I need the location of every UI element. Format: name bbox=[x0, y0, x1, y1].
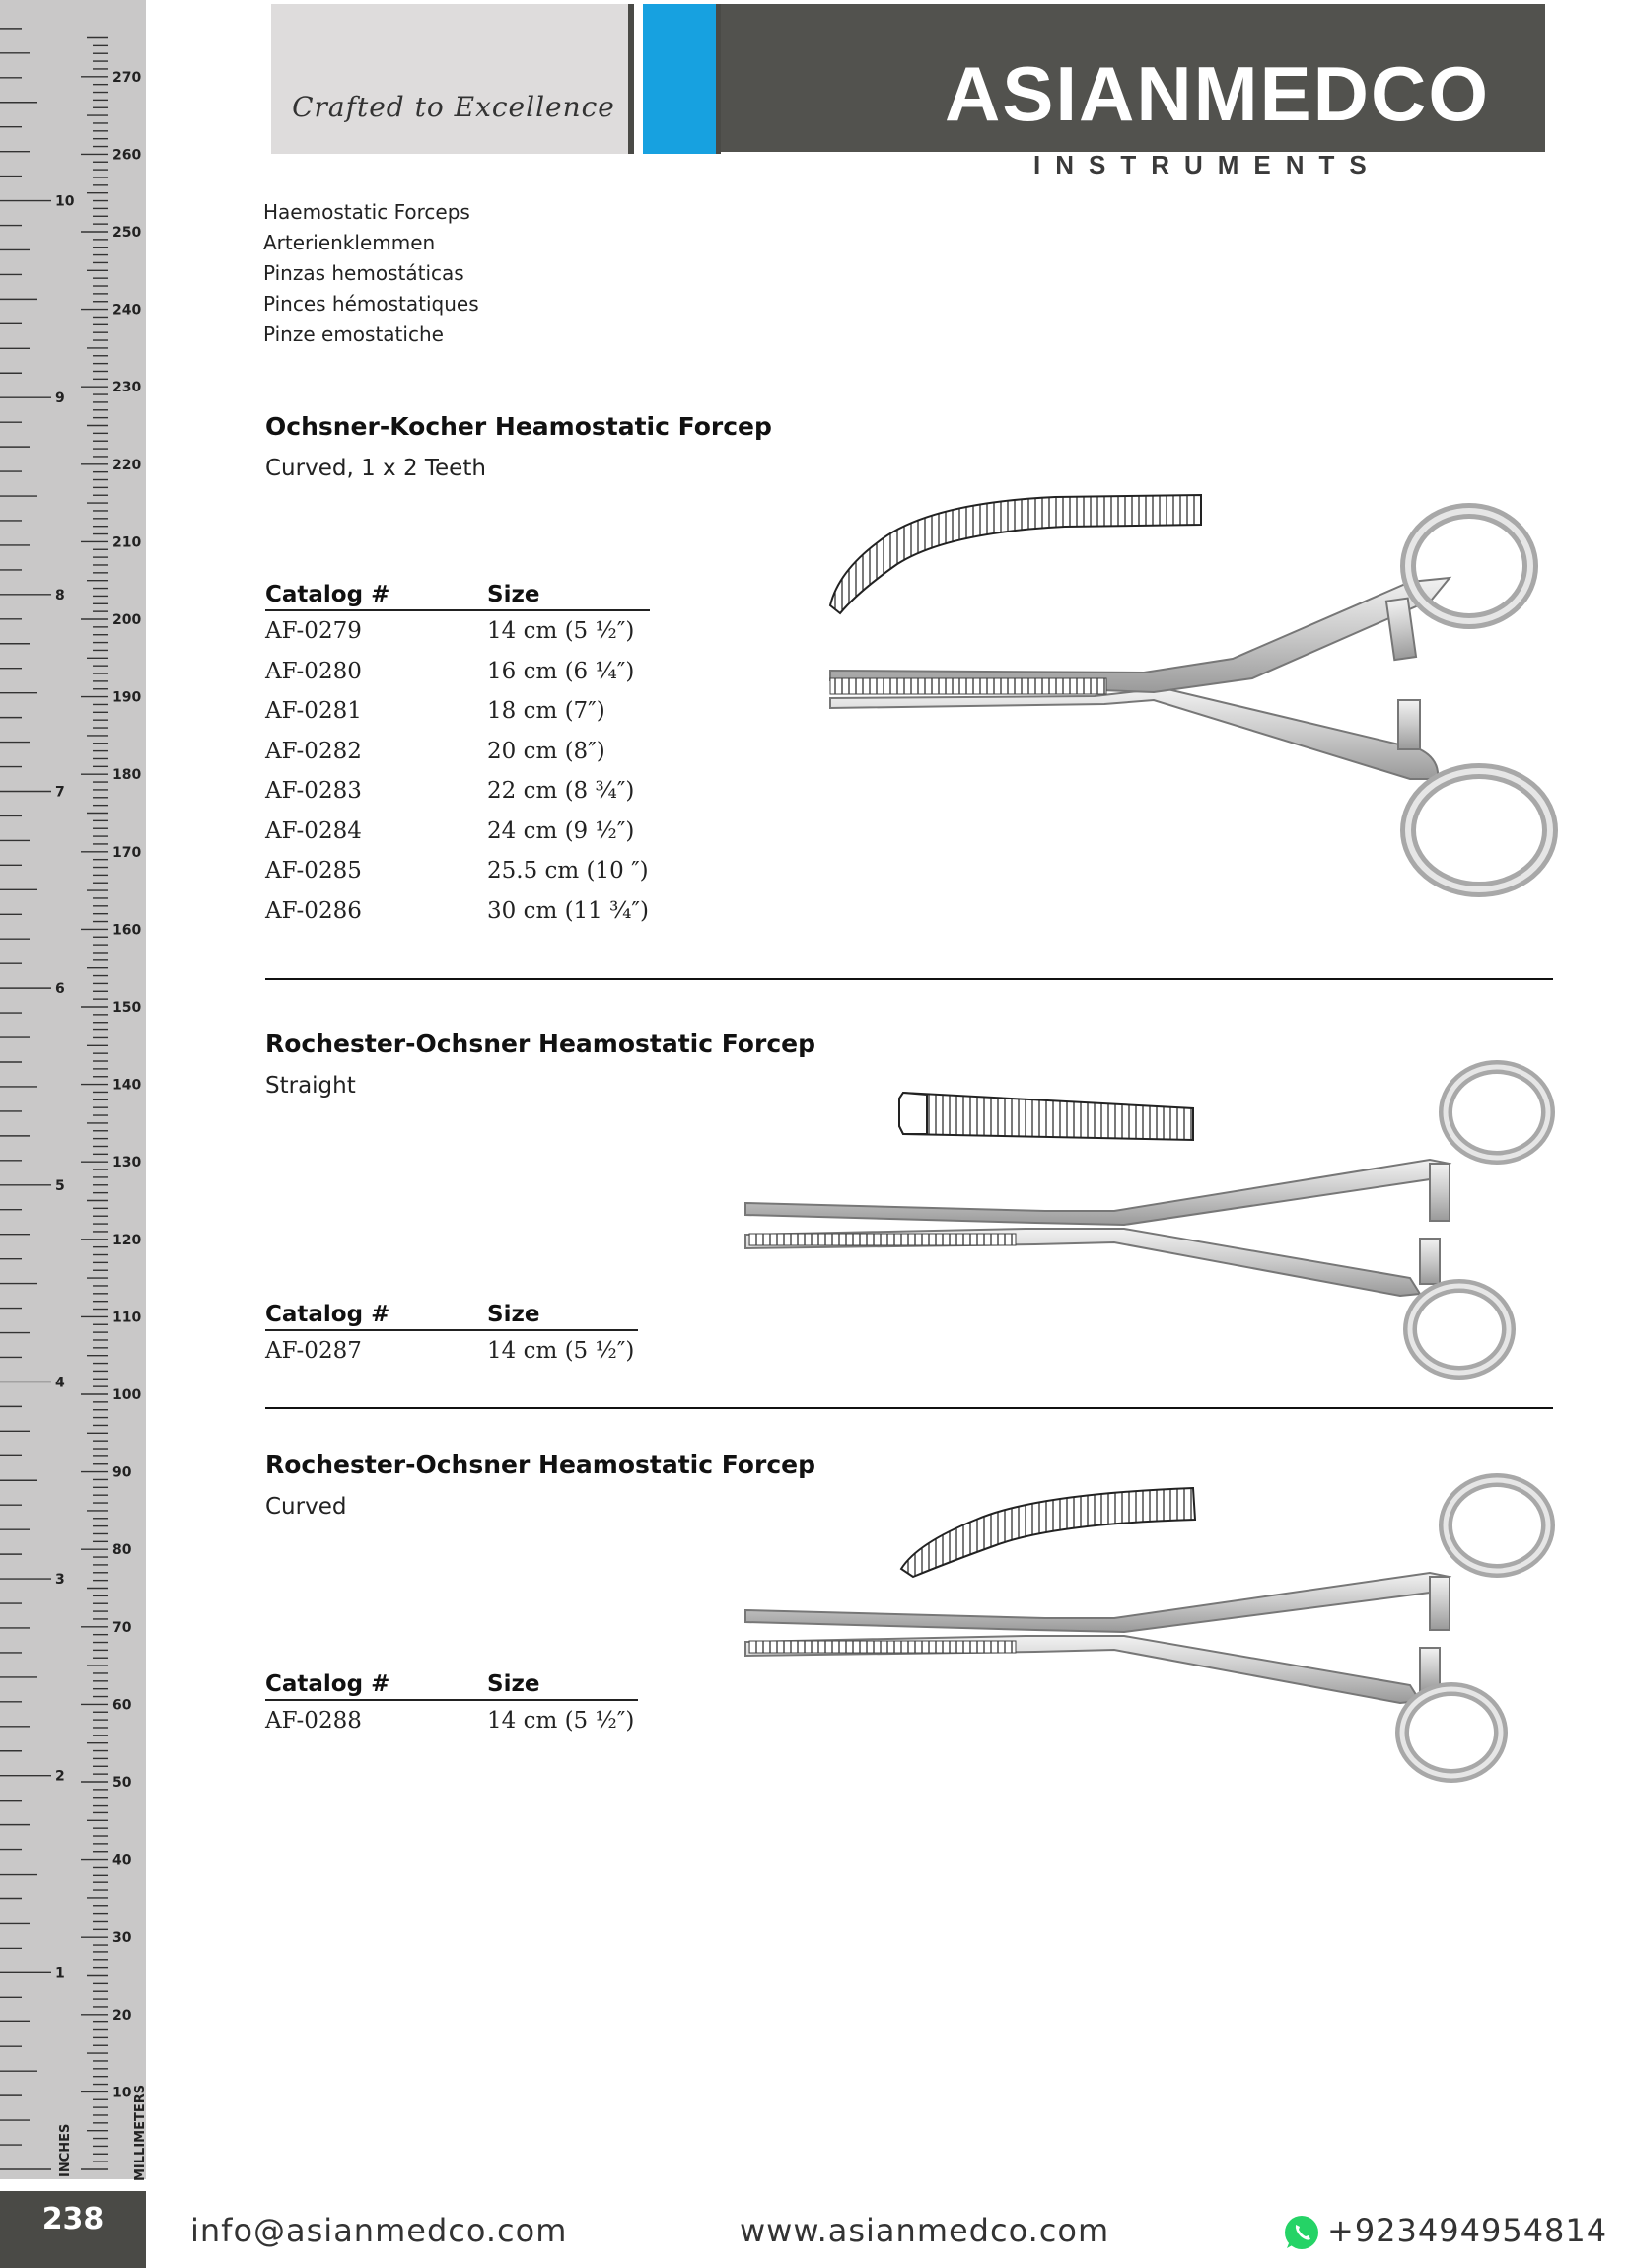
ruler-mm-label: 30 bbox=[112, 1930, 132, 1947]
ruler-mm-label: 270 bbox=[112, 69, 142, 86]
ruler-mm-label: 60 bbox=[112, 1697, 132, 1714]
rochester-ochsner-straight-forcep-image bbox=[740, 1065, 1568, 1390]
catalog-row bbox=[265, 691, 650, 732]
category-name-en: Haemostatic Forceps bbox=[263, 200, 470, 224]
instrument-size: 25.5 cm (10 ″) bbox=[487, 858, 649, 884]
ruler-mm-label: 50 bbox=[112, 1775, 132, 1791]
section-title: Rochester-Ochsner Heamostatic Forcep bbox=[265, 1029, 815, 1058]
brand-subtitle: INSTRUMENTS bbox=[1033, 150, 1381, 179]
ruler-mm-label: 120 bbox=[112, 1232, 142, 1248]
category-name-es: Pinzas hemostáticas bbox=[263, 261, 464, 285]
catalog-table bbox=[265, 1302, 638, 1372]
catalog-number: AF-0285 bbox=[265, 858, 362, 884]
instrument-size: 14 cm (5 ½″) bbox=[487, 1338, 635, 1364]
section-divider bbox=[265, 978, 1553, 980]
section-subtitle: Curved, 1 x 2 Teeth bbox=[265, 456, 486, 481]
catalog-column-header: Catalog # bbox=[265, 1302, 390, 1327]
section-title: Rochester-Ochsner Heamostatic Forcep bbox=[265, 1451, 815, 1479]
catalog-row bbox=[265, 851, 650, 891]
catalog-number: AF-0284 bbox=[265, 817, 362, 844]
instrument-size: 24 cm (9 ½″) bbox=[487, 817, 635, 844]
ruler-mm-label: 250 bbox=[112, 225, 142, 241]
footer-phone[interactable]: +923494954814 bbox=[1327, 2212, 1608, 2249]
instrument-size: 22 cm (8 ¾″) bbox=[487, 778, 635, 804]
ruler-mm-label: 20 bbox=[112, 2007, 132, 2023]
catalog-table-header bbox=[265, 1302, 638, 1331]
size-column-header: Size bbox=[487, 1671, 540, 1697]
instrument-size: 14 cm (5 ½″) bbox=[487, 618, 635, 644]
ruler-inch-label: 7 bbox=[55, 784, 65, 801]
size-column-header: Size bbox=[487, 1302, 540, 1327]
instrument-size: 14 cm (5 ½″) bbox=[487, 1708, 635, 1734]
ruler-mm-label: 160 bbox=[112, 922, 142, 939]
catalog-row bbox=[265, 732, 650, 772]
instrument-size: 30 cm (11 ¾″) bbox=[487, 897, 649, 924]
section-subtitle: Straight bbox=[265, 1073, 356, 1099]
catalog-row bbox=[265, 771, 650, 812]
whatsapp-icon bbox=[1282, 2213, 1321, 2252]
page-number: 238 bbox=[41, 2202, 105, 2236]
category-name-de: Arterienklemmen bbox=[263, 231, 436, 254]
instrument-size: 16 cm (6 ¼″) bbox=[487, 658, 635, 684]
ruler-mm-label: 170 bbox=[112, 844, 142, 861]
catalog-table-header bbox=[265, 582, 650, 611]
brand-logo: ASIANMEDCO bbox=[944, 50, 1490, 137]
ruler-mm-label: 220 bbox=[112, 457, 142, 473]
ruler-mm-label: 70 bbox=[112, 1619, 132, 1636]
ruler-mm-label: 110 bbox=[112, 1310, 142, 1326]
ruler-mm-label: 140 bbox=[112, 1077, 142, 1094]
catalog-number: AF-0282 bbox=[265, 738, 362, 764]
ochsner-kocher-forcep-image bbox=[818, 483, 1568, 897]
ruler-inch-label: 2 bbox=[55, 1768, 65, 1785]
ruler-inch-label: 3 bbox=[55, 1572, 65, 1589]
instrument-size: 20 cm (8″) bbox=[487, 738, 605, 764]
header-brand-panel bbox=[721, 4, 1545, 152]
size-column-header: Size bbox=[487, 582, 540, 607]
catalog-number: AF-0287 bbox=[265, 1338, 362, 1364]
ruler-mm-label: 230 bbox=[112, 380, 142, 396]
ruler-mm-label: 190 bbox=[112, 689, 142, 706]
catalog-row bbox=[265, 1701, 638, 1741]
catalog-number: AF-0283 bbox=[265, 778, 362, 804]
measurement-ruler bbox=[0, 0, 146, 2179]
catalog-row bbox=[265, 611, 650, 652]
header-accent-bar bbox=[643, 4, 716, 154]
catalog-row bbox=[265, 812, 650, 852]
section-divider bbox=[265, 1407, 1553, 1409]
catalog-number: AF-0281 bbox=[265, 698, 362, 724]
ruler-graphic bbox=[0, 0, 146, 2179]
catalog-number: AF-0288 bbox=[265, 1708, 362, 1734]
catalog-row bbox=[265, 1331, 638, 1372]
ruler-mm-label: 40 bbox=[112, 1852, 132, 1869]
ruler-inch-label: 6 bbox=[55, 981, 65, 998]
ruler-mm-label: 100 bbox=[112, 1387, 142, 1403]
category-name-it: Pinze emostatiche bbox=[263, 322, 444, 346]
ruler-mm-title: MILLIMETERS bbox=[133, 2084, 148, 2181]
catalog-number: AF-0279 bbox=[265, 618, 362, 644]
ruler-inch-label: 4 bbox=[55, 1375, 65, 1391]
catalog-table-header bbox=[265, 1671, 638, 1701]
ruler-mm-label: 150 bbox=[112, 1000, 142, 1016]
catalog-table bbox=[265, 582, 650, 931]
ruler-mm-label: 180 bbox=[112, 767, 142, 784]
ruler-inch-label: 1 bbox=[55, 1965, 65, 1982]
section-subtitle: Curved bbox=[265, 1494, 347, 1520]
ruler-inch-label: 8 bbox=[55, 587, 65, 603]
ruler-mm-label: 130 bbox=[112, 1155, 142, 1171]
section-title: Ochsner-Kocher Heamostatic Forcep bbox=[265, 412, 772, 441]
catalog-column-header: Catalog # bbox=[265, 582, 390, 607]
instrument-size: 18 cm (7″) bbox=[487, 698, 605, 724]
ruler-mm-label: 210 bbox=[112, 534, 142, 551]
ruler-inch-label: 10 bbox=[55, 193, 75, 210]
ruler-mm-label: 240 bbox=[112, 302, 142, 319]
rochester-ochsner-curved-forcep-image bbox=[740, 1474, 1568, 1800]
category-name-fr: Pinces hémostatiques bbox=[263, 292, 479, 316]
catalog-row bbox=[265, 652, 650, 692]
catalog-number: AF-0286 bbox=[265, 897, 362, 924]
catalog-column-header: Catalog # bbox=[265, 1671, 390, 1697]
catalog-number: AF-0280 bbox=[265, 658, 362, 684]
product-category-names bbox=[263, 197, 479, 350]
header-divider bbox=[628, 4, 634, 154]
header-slogan-panel bbox=[271, 4, 628, 154]
footer-website[interactable]: www.asianmedco.com bbox=[740, 2212, 1110, 2249]
catalog-row bbox=[265, 891, 650, 932]
ruler-mm-label: 80 bbox=[112, 1542, 132, 1559]
ruler-mm-label: 10 bbox=[112, 2085, 132, 2101]
slogan: Crafted to Excellence bbox=[292, 91, 615, 123]
ruler-inches-title: INCHES bbox=[58, 2123, 73, 2177]
ruler-mm-label: 90 bbox=[112, 1464, 132, 1481]
catalog-table bbox=[265, 1671, 638, 1741]
footer-email[interactable]: info@asianmedco.com bbox=[190, 2212, 568, 2249]
ruler-mm-label: 200 bbox=[112, 612, 142, 628]
ruler-inch-label: 9 bbox=[55, 390, 65, 407]
ruler-inch-label: 5 bbox=[55, 1177, 65, 1194]
ruler-mm-label: 260 bbox=[112, 147, 142, 164]
